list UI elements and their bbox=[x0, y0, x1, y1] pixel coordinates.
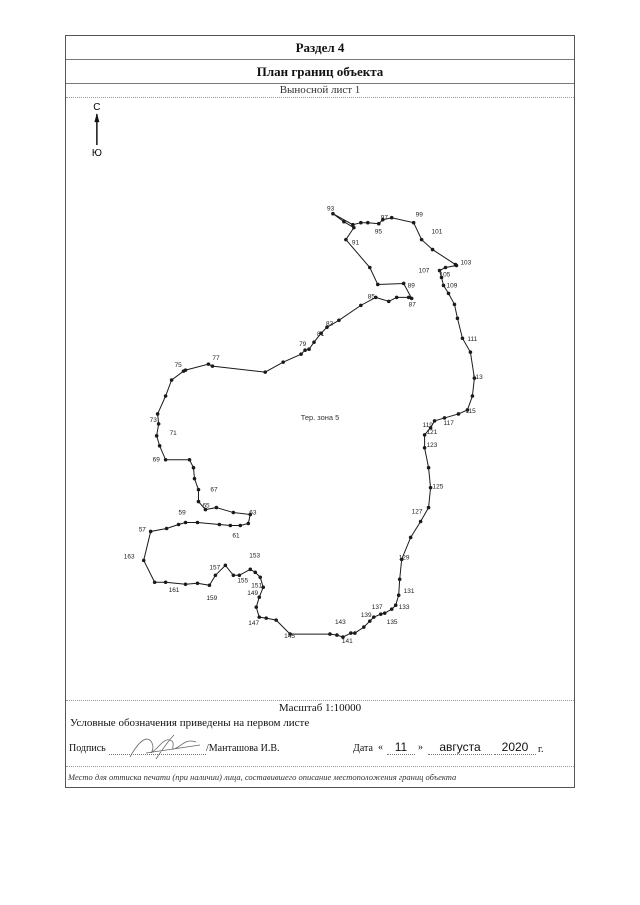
vertex-point bbox=[239, 524, 243, 528]
vertex-label: 65 bbox=[202, 502, 210, 510]
vertex-point bbox=[184, 368, 188, 372]
vertex-label: 141 bbox=[341, 638, 353, 646]
vertex-point bbox=[155, 434, 159, 438]
vertex-point bbox=[232, 511, 236, 515]
vertex-point bbox=[164, 580, 168, 584]
vertex-point bbox=[208, 583, 212, 587]
vertex-point bbox=[232, 574, 236, 578]
vertex-point bbox=[177, 523, 181, 527]
vertex-point bbox=[447, 292, 451, 296]
scale-label: Масштаб 1:10000 bbox=[278, 702, 362, 714]
vertex-point bbox=[372, 615, 376, 619]
vertex-label: 143 bbox=[334, 619, 346, 627]
vertex-label: 63 bbox=[249, 509, 257, 517]
vertex-label: 137 bbox=[371, 604, 383, 612]
vertex-point bbox=[352, 226, 356, 230]
vertex-label: 135 bbox=[386, 619, 398, 627]
vertex-label: 145 bbox=[284, 633, 295, 641]
arrow-head-icon bbox=[94, 113, 99, 122]
date-suffix: г. bbox=[538, 744, 544, 755]
vertex-point bbox=[196, 521, 200, 525]
north-label: С bbox=[93, 102, 101, 114]
vertex-label: 147 bbox=[248, 620, 260, 628]
vertex-point bbox=[303, 348, 307, 352]
vertex-label: 75 bbox=[174, 362, 182, 370]
boundary-map bbox=[66, 98, 574, 700]
vertex-label: 103 bbox=[460, 259, 472, 267]
vertex-point bbox=[387, 300, 391, 304]
vertex-point bbox=[192, 466, 196, 470]
south-label: Ю bbox=[91, 147, 102, 159]
document-frame bbox=[65, 35, 575, 788]
vertex-label: 161 bbox=[168, 587, 180, 595]
compass bbox=[92, 102, 102, 159]
vertex-label: 153 bbox=[249, 552, 261, 560]
vertex-point bbox=[229, 524, 233, 528]
vertex-point bbox=[368, 619, 372, 623]
vertex-point bbox=[258, 576, 262, 580]
vertex-point bbox=[433, 419, 437, 423]
vertex-point bbox=[344, 238, 348, 242]
vertex-label: 95 bbox=[374, 228, 382, 236]
vertex-point bbox=[142, 559, 146, 563]
vertex-label: 139 bbox=[360, 612, 372, 620]
vertex-label: 111 bbox=[467, 336, 478, 344]
vertex-label: 113 bbox=[472, 374, 483, 382]
vertex-label: 131 bbox=[403, 588, 415, 596]
vertex-point bbox=[246, 522, 250, 526]
vertex-point bbox=[342, 220, 346, 224]
vertex-point bbox=[253, 571, 257, 575]
vertex-point bbox=[455, 264, 459, 268]
vertex-point bbox=[193, 477, 197, 481]
vertex-label: 71 bbox=[169, 429, 177, 437]
vertex-label: 109 bbox=[446, 282, 458, 290]
vertex-label: 91 bbox=[351, 239, 360, 247]
vertex-point bbox=[457, 412, 461, 416]
vertex-point bbox=[307, 347, 311, 351]
vertex-point bbox=[257, 615, 261, 619]
vertex-point bbox=[299, 352, 303, 356]
vertex-point bbox=[188, 458, 192, 462]
vertex-point bbox=[349, 631, 353, 635]
vertex-label: 61 bbox=[232, 532, 240, 540]
vertex-point bbox=[353, 631, 357, 635]
vertex-label: 115 bbox=[465, 407, 476, 415]
vertex-point bbox=[444, 266, 448, 270]
vertex-point bbox=[153, 580, 157, 584]
vertex-point bbox=[397, 593, 401, 597]
vertex-label: 155 bbox=[237, 577, 249, 585]
vertex-label: 97 bbox=[380, 214, 388, 222]
signer-name: /Манташова И.В. bbox=[206, 743, 280, 754]
vertex-point bbox=[218, 523, 222, 527]
vertex-point bbox=[402, 282, 406, 286]
vertex-label: 133 bbox=[398, 604, 410, 612]
vertex-label: 107 bbox=[418, 267, 430, 275]
zone-label: Тер. зона 5 bbox=[300, 412, 340, 422]
vertex-point bbox=[184, 582, 188, 586]
vertex-point bbox=[184, 521, 188, 525]
vertex-point bbox=[335, 633, 339, 637]
vertex-point bbox=[164, 394, 168, 398]
vertex-label: 163 bbox=[123, 553, 135, 561]
vertex-point bbox=[164, 458, 168, 462]
vertex-point bbox=[157, 422, 161, 426]
vertex-point bbox=[412, 221, 416, 225]
vertex-label: 123 bbox=[426, 441, 438, 449]
vertex-point bbox=[224, 564, 228, 568]
vertex-point bbox=[398, 577, 402, 581]
quote-open: « bbox=[378, 742, 383, 753]
vertex-label: 157 bbox=[209, 564, 221, 572]
vertex-label: 85 bbox=[367, 293, 376, 301]
stamp-note: Место для оттиска печати (при наличии) лица, составившего описание местоположения границ объекта bbox=[68, 772, 457, 782]
vertex-point bbox=[158, 444, 162, 448]
vertex-label: 89 bbox=[407, 282, 415, 290]
vertex-point bbox=[379, 612, 383, 616]
vertex-point bbox=[461, 336, 465, 340]
vertex-label: 59 bbox=[178, 509, 186, 517]
vertex-point bbox=[395, 296, 399, 300]
vertex-label: 83 bbox=[325, 320, 334, 328]
vertex-point bbox=[442, 284, 446, 288]
vertex-label: 77 bbox=[212, 355, 220, 363]
signature-scribble bbox=[126, 733, 206, 761]
section-title: Раздел 4 bbox=[66, 36, 574, 60]
date-month: августа bbox=[428, 740, 492, 755]
vertex-point bbox=[376, 283, 380, 287]
signature-row bbox=[66, 739, 574, 759]
vertex-label: 105 bbox=[439, 271, 451, 279]
vertex-point bbox=[312, 340, 316, 344]
vertex-point bbox=[410, 297, 414, 301]
vertex-point bbox=[281, 360, 285, 364]
vertex-label: 101 bbox=[431, 228, 443, 236]
vertex-point bbox=[156, 412, 160, 416]
signature-label: Подпись bbox=[69, 743, 106, 754]
vertex-point bbox=[207, 362, 211, 366]
vertex-point bbox=[254, 605, 258, 609]
vertex-point bbox=[390, 216, 394, 220]
vertex-label: 119 bbox=[422, 421, 433, 429]
vertex-point bbox=[427, 466, 431, 470]
vertex-point bbox=[248, 568, 252, 572]
vertex-point bbox=[471, 394, 475, 398]
date-label: Дата bbox=[353, 743, 373, 754]
vertex-label: 93 bbox=[326, 205, 335, 213]
date-day: 11 bbox=[387, 740, 415, 755]
vertex-point bbox=[328, 632, 332, 636]
vertex-label: 79 bbox=[299, 341, 307, 349]
vertex-point bbox=[362, 625, 366, 629]
vertex-point bbox=[359, 304, 363, 308]
vertex-point bbox=[456, 317, 460, 321]
vertex-label: 121 bbox=[426, 428, 438, 436]
vertex-point bbox=[196, 581, 200, 585]
vertex-point bbox=[215, 506, 219, 510]
vertex-point bbox=[394, 603, 398, 607]
vertex-label: 67 bbox=[210, 486, 218, 494]
vertex-point bbox=[366, 221, 370, 225]
vertex-label: 151 bbox=[251, 582, 263, 590]
vertex-point bbox=[170, 378, 174, 382]
vertex-labels bbox=[124, 206, 483, 645]
vertex-point bbox=[427, 506, 431, 510]
vertex-point bbox=[419, 520, 423, 524]
legend-note: Условные обозначения приведены на первом листе bbox=[70, 717, 310, 729]
vertex-point bbox=[368, 266, 372, 270]
vertex-label: 125 bbox=[432, 483, 444, 491]
vertex-point bbox=[409, 536, 413, 540]
vertex-label: 129 bbox=[398, 554, 410, 562]
vertex-label: 81 bbox=[317, 331, 325, 339]
vertex-point bbox=[337, 319, 341, 323]
vertex-label: 159 bbox=[206, 595, 218, 603]
vertex-label: 69 bbox=[152, 456, 160, 464]
vertex-point bbox=[420, 238, 424, 242]
vertex-label: 57 bbox=[138, 526, 146, 534]
vertex-label: 127 bbox=[411, 508, 423, 516]
sheet-label: Выносной лист 1 bbox=[66, 84, 574, 98]
vertex-point bbox=[383, 611, 387, 615]
plan-title: План границ объекта bbox=[66, 60, 574, 84]
vertex-label: 149 bbox=[247, 590, 259, 598]
vertex-label: 117 bbox=[443, 419, 454, 427]
vertex-point bbox=[359, 221, 363, 225]
vertex-point bbox=[469, 350, 473, 354]
vertex-point bbox=[431, 248, 435, 252]
vertex-point bbox=[197, 488, 201, 492]
vertex-label: 73 bbox=[149, 416, 157, 424]
vertex-point bbox=[390, 607, 394, 611]
vertex-point bbox=[453, 303, 457, 307]
vertex-point bbox=[377, 222, 381, 226]
vertex-point bbox=[264, 616, 268, 620]
vertex-label: 99 bbox=[415, 211, 423, 219]
divider bbox=[66, 700, 574, 701]
vertex-point bbox=[165, 527, 169, 531]
vertex-label: 87 bbox=[408, 301, 416, 309]
divider bbox=[66, 766, 574, 767]
vertex-point bbox=[197, 500, 201, 504]
vertex-point bbox=[274, 618, 278, 622]
quote-close: » bbox=[418, 742, 423, 753]
vertex-point bbox=[211, 364, 215, 368]
vertex-point bbox=[214, 574, 218, 578]
vertex-point bbox=[149, 530, 153, 534]
date-year: 2020 bbox=[494, 740, 536, 755]
vertex-point bbox=[263, 370, 267, 374]
